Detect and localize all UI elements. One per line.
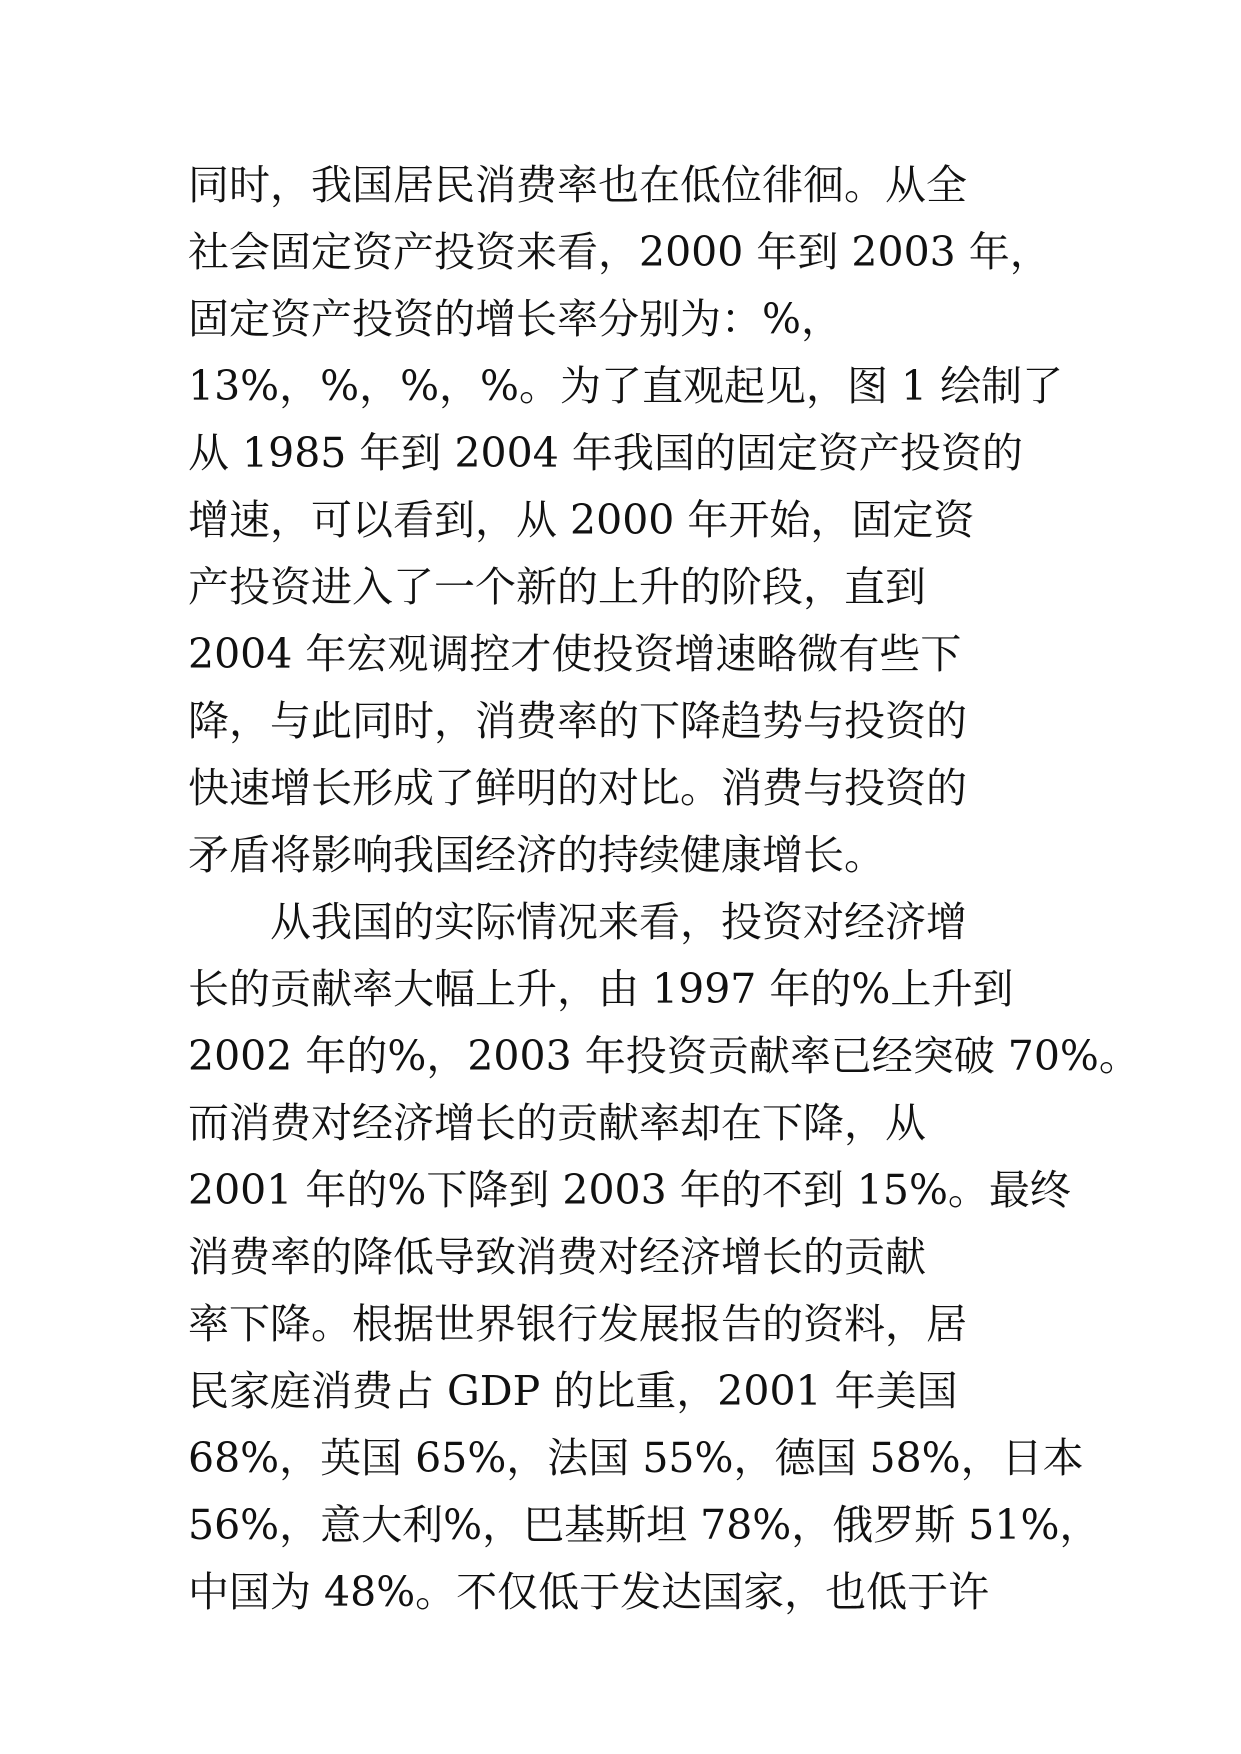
text-line: 2001 年的%下降到 2003 年的不到 15%。最终 [188,1166,1071,1214]
paragraph-first-line: 从我国的实际情况来看，投资对经济增 [270,898,967,946]
text-line: 13%，%，%，%。为了直观起见，图 1 绘制了 [188,362,1064,410]
text-line: 56%，意大利%，巴基斯坦 78%，俄罗斯 51%， [188,1501,1101,1549]
text-line: 从 1985 年到 2004 年我国的固定资产投资的 [188,429,1023,477]
text-line: 产投资进入了一个新的上升的阶段，直到 [188,563,926,611]
text-line: 中国为 48%。不仅低于发达国家，也低于许 [188,1568,990,1616]
text-line: 增速，可以看到，从 2000 年开始，固定资 [188,496,975,544]
body-text [188,152,1140,1626]
text-line: 长的贡献率大幅上升，由 1997 年的%上升到 [188,965,1014,1013]
text-line: 2002 年的%，2003 年投资贡献率已经突破 70%。 [188,1032,1140,1080]
text-line: 而消费对经济增长的贡献率却在下降，从 [188,1099,926,1147]
text-line: 率下降。根据世界银行发展报告的资料，居 [188,1300,967,1348]
text-line: 快速增长形成了鲜明的对比。消费与投资的 [188,764,967,812]
text-line: 民家庭消费占 GDP 的比重，2001 年美国 [188,1367,958,1415]
text-line: 降，与此同时，消费率的下降趋势与投资的 [188,697,967,745]
text-line: 2004 年宏观调控才使投资增速略微有些下 [188,630,962,678]
text-line: 固定资产投资的增长率分别为：%， [188,295,842,343]
text-line: 矛盾将影响我国经济的持续健康增长。 [188,831,885,879]
text-line: 消费率的降低导致消费对经济增长的贡献 [188,1233,926,1281]
text-line: 68%，英国 65%，法国 55%，德国 58%，日本 [188,1434,1084,1482]
text-line: 社会固定资产投资来看，2000 年到 2003 年， [188,228,1051,276]
text-line: 同时，我国居民消费率也在低位徘徊。从全 [188,161,967,209]
